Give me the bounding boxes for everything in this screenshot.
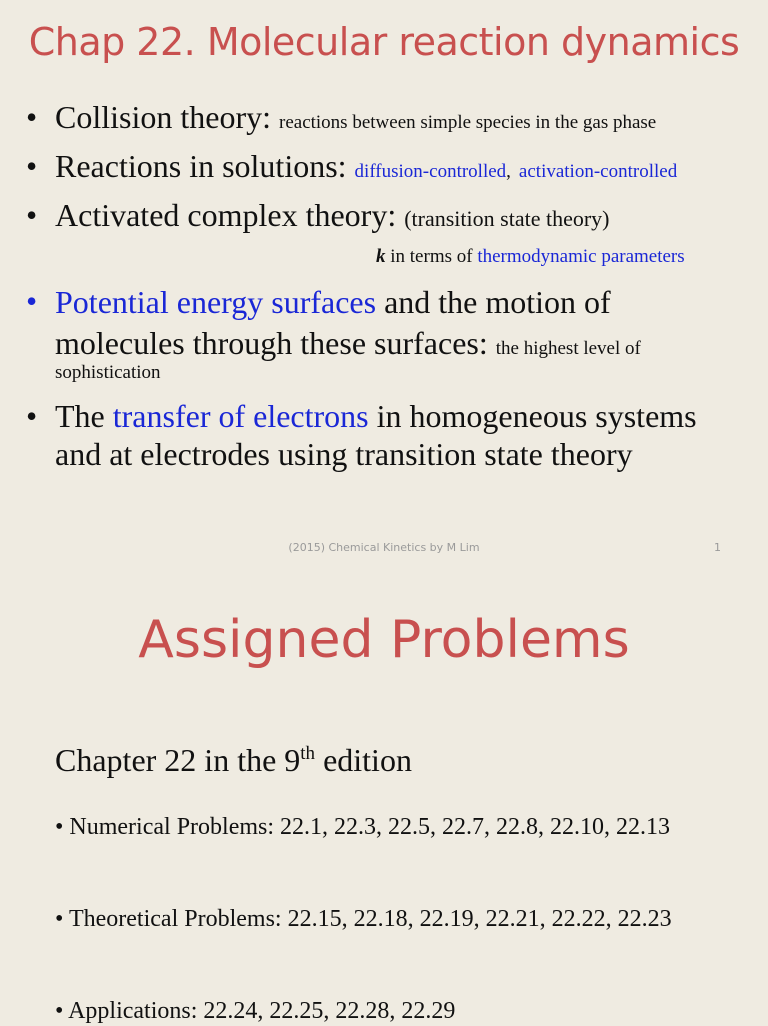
bullet-dot: • xyxy=(26,197,38,233)
bullet-note-diffusion: diffusion-controlled xyxy=(354,161,507,182)
bullet-note: (transition state theory) xyxy=(404,206,610,231)
bullet-dot: • xyxy=(26,148,38,184)
bullet-blue-heading: Potential energy surfaces xyxy=(55,284,377,320)
application-problems: • Applications: 22.24, 22.25, 22.28, 22.29 xyxy=(55,998,456,1024)
bullet-text-1: The xyxy=(55,398,105,434)
bullet-note: reactions between simple species in the gas phase xyxy=(279,112,657,133)
bullet-text-3: and at electrodes using transition state theory xyxy=(55,436,633,472)
bullet-text-2: molecules through these surfaces: xyxy=(55,325,488,361)
ordinal-suffix: th xyxy=(300,743,316,764)
bullet-note-2: sophistication xyxy=(55,362,161,383)
k-blue-text: thermodynamic parameters xyxy=(477,246,685,267)
k-text: in terms of xyxy=(390,246,473,267)
bullet-text-2: in homogeneous systems xyxy=(376,398,697,434)
bullet-heading: Reactions in solutions: xyxy=(55,148,347,184)
k-symbol: k xyxy=(376,246,386,267)
slide-title: Chap 22. Molecular reaction dynamics xyxy=(28,20,740,64)
bullet-note-1: the highest level of xyxy=(495,338,641,359)
bullet-dot: • xyxy=(26,283,38,319)
edition-text: edition xyxy=(323,742,412,778)
bullet-blue-text: transfer of electrons xyxy=(112,398,369,434)
k-thermodynamic-note xyxy=(376,244,685,270)
chapter-text: Chapter 22 in the 9 xyxy=(55,742,301,778)
bullet-heading: Collision theory: xyxy=(55,99,271,135)
numerical-problems: • Numerical Problems: 22.1, 22.3, 22.5, 22.7, 22.8, 22.10, 22.13 xyxy=(55,814,671,840)
footer-credit: (2015) Chemical Kinetics by M Lim xyxy=(288,541,480,554)
bullet-dot: • xyxy=(26,99,38,135)
chapter-edition-line xyxy=(55,740,412,780)
bullet-dot: • xyxy=(26,398,38,434)
page-number: 1 xyxy=(714,541,721,554)
bullet-heading: Activated complex theory: xyxy=(55,197,397,233)
assigned-problems-title: Assigned Problems xyxy=(138,610,630,670)
theoretical-problems: • Theoretical Problems: 22.15, 22.18, 22.19, 22.21, 22.22, 22.23 xyxy=(55,906,672,932)
bullet-note-activation: activation-controlled xyxy=(518,161,678,182)
bullet-comma: , xyxy=(506,161,511,182)
bullet-text-1: and the motion of xyxy=(384,284,611,320)
